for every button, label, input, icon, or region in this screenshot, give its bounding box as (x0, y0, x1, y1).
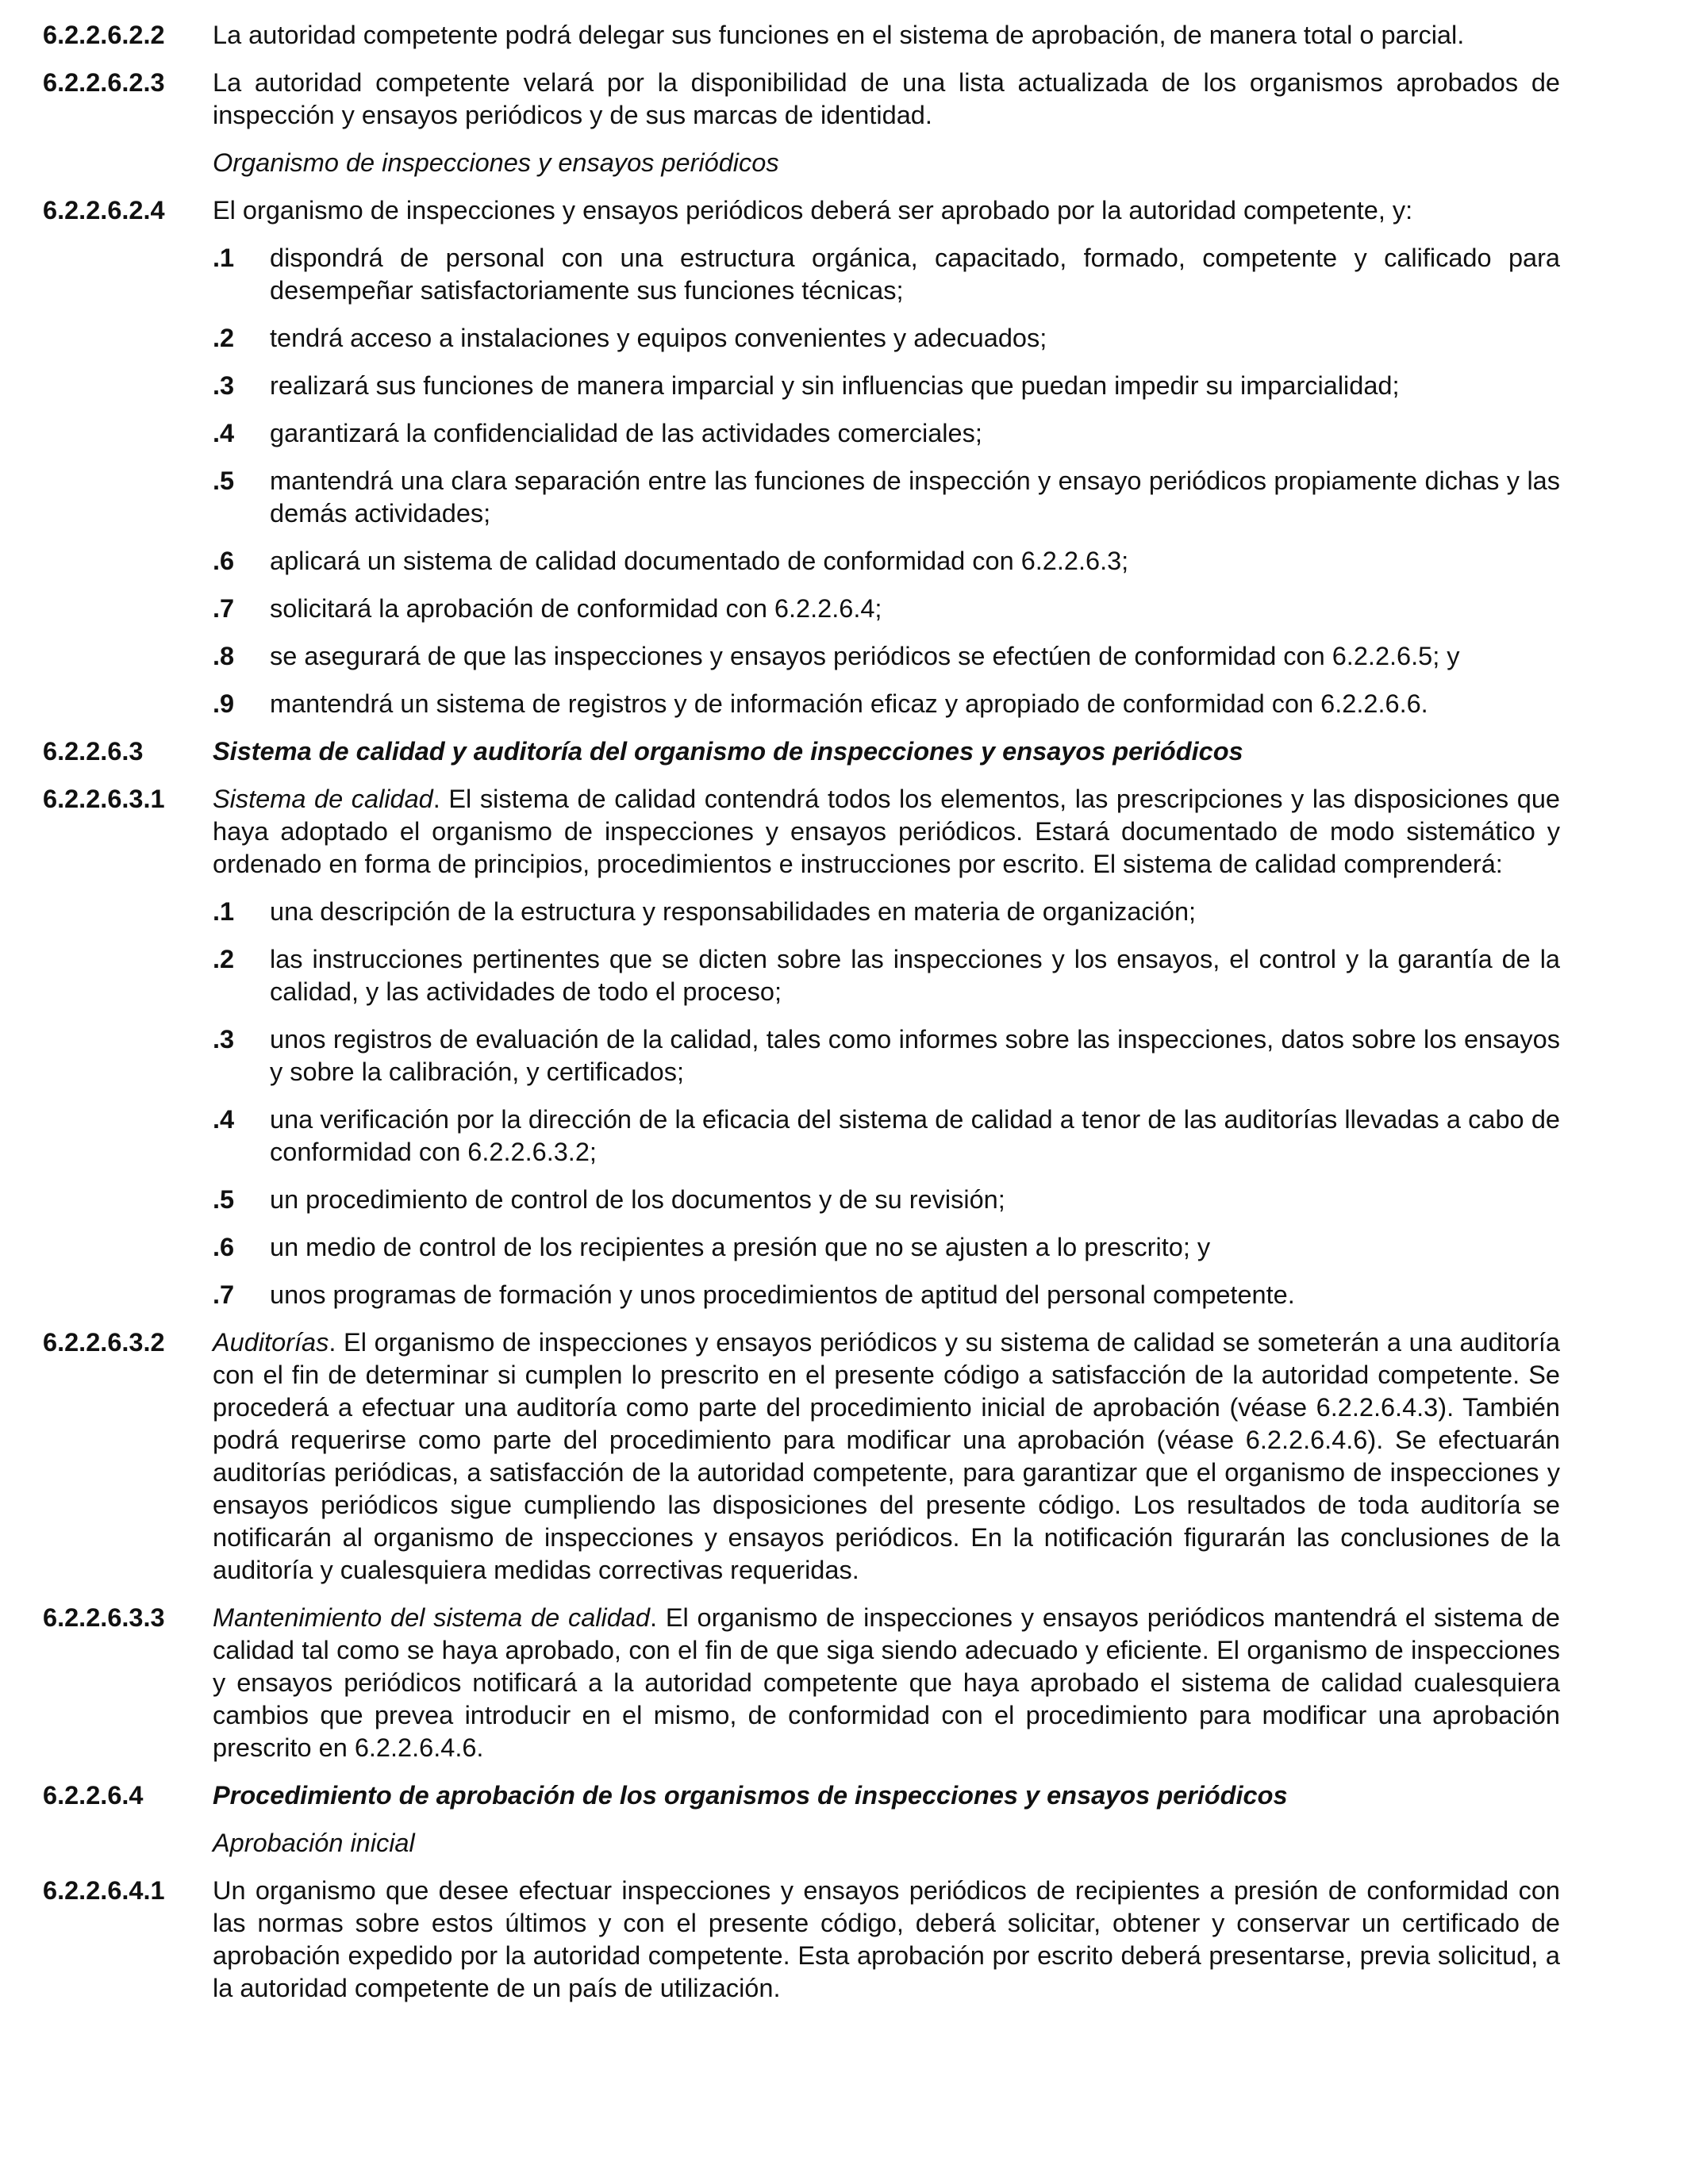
list-item-text: unos registros de evaluación de la calidad, tales como informes sobre las inspecciones, datos sobre los ensayos y sobre la calibración, y certificados; (270, 1025, 1560, 1086)
clause-number: 6.2.2.6.2.4 (43, 196, 165, 225)
section-heading-6-2-2-6-3 (43, 735, 1560, 768)
list-item-number: .4 (213, 1105, 235, 1134)
list-item (213, 465, 1560, 530)
list-item-number: .2 (213, 945, 235, 973)
clause-number: 6.2.2.6.2.3 (43, 68, 165, 97)
clause-number: 6.2.2.6.4.1 (43, 1876, 165, 1905)
section-number: 6.2.2.6.4 (43, 1781, 144, 1810)
list-item-number: .4 (213, 419, 235, 447)
list-item-text: mantendrá un sistema de registros y de información eficaz y apropiado de conformidad con 6.2.2.6.6. (270, 689, 1428, 718)
run-in-heading: Auditorías (213, 1328, 329, 1357)
list-item (213, 1104, 1560, 1169)
clause-6-2-2-6-2-3 (43, 67, 1560, 132)
clause-number: 6.2.2.6.3.2 (43, 1328, 165, 1357)
list-item-text: una descripción de la estructura y responsabilidades en materia de organización; (270, 897, 1197, 926)
document-page (43, 19, 1560, 2020)
list-item-text: una verificación por la dirección de la eficacia del sistema de calidad a tenor de las auditorías llevadas a cabo de conformidad con 6.2.2.6.3.2; (270, 1105, 1560, 1166)
list-item-text: tendrá acceso a instalaciones y equipos convenientes y adecuados; (270, 324, 1047, 352)
clause-text (213, 1602, 1560, 1764)
list-item (213, 322, 1560, 355)
list-item-number: .7 (213, 1280, 235, 1309)
list-item-number: .2 (213, 324, 235, 352)
list-item-text: un procedimiento de control de los documentos y de su revisión; (270, 1185, 1005, 1214)
list-item-text: solicitará la aprobación de conformidad con 6.2.2.6.4; (270, 594, 882, 623)
section-title: Procedimiento de aprobación de los organismos de inspecciones y ensayos periódicos (213, 1781, 1288, 1810)
list-item-number: .5 (213, 1185, 235, 1214)
list-item (213, 545, 1560, 578)
list-item (213, 896, 1560, 928)
list-item (213, 242, 1560, 307)
clause-text: La autoridad competente velará por la disponibilidad de una lista actualizada de los organismos aprobados de inspección y ensayos periódicos y de sus marcas de identidad. (213, 68, 1560, 129)
list-item-text: unos programas de formación y unos procedimientos de aptitud del personal competente. (270, 1280, 1295, 1309)
subheading-aprobacion-inicial: Aprobación inicial (213, 1829, 415, 1857)
clause-body: . El organismo de inspecciones y ensayos periódicos y su sistema de calidad se someterán a una auditoría con el fin de determinar si cumplen lo prescrito en el presente código a satisfacción de la autoridad competente. Se procederá a efectuar una auditoría como parte del procedimiento inicial de aprobación (véase 6.2.2.6.4.3). También podrá requerirse como parte del procedimiento para modificar una aprobación (véase 6.2.2.6.4.6). Se efectuarán auditorías periódicas, a satisfacción de la autoridad competente, para garantizar que el organismo de inspecciones y ensayos periódicos sigue cumpliendo las disposiciones del presente código. Los resultados de toda auditoría se notificarán al organismo de inspecciones y ensayos periódicos. En la notificación figurarán las conclusiones de la auditoría y cualesquiera medidas correctivas requeridas. (213, 1328, 1560, 1584)
clause-6-2-2-6-4-1 (43, 1875, 1560, 2005)
list-item (213, 640, 1560, 673)
list-item-text: realizará sus funciones de manera imparcial y sin influencias que puedan impedir su imparcialidad; (270, 371, 1400, 400)
list-item-text: se asegurará de que las inspecciones y ensayos periódicos se efectúen de conformidad con 6.2.2.6.5; y (270, 642, 1460, 670)
list-item-number: .6 (213, 1233, 235, 1261)
subheading-organismo: Organismo de inspecciones y ensayos periódicos (213, 148, 779, 177)
list-item-number: .8 (213, 642, 235, 670)
list-item (213, 1184, 1560, 1216)
list-item-number: .9 (213, 689, 235, 718)
clause-body: . El organismo de inspecciones y ensayos periódicos mantendrá el sistema de calidad tal como se haya aprobado, con el fin de que siga siendo adecuado y eficiente. El organismo de inspecciones y ensayos periódicos notificará a la autoridad competente que haya aprobado el sistema de calidad cualesquiera cambios que prevea introducir en el mismo, de conformidad con el procedimiento para modificar una aprobación prescrito en 6.2.2.6.4.6. (213, 1603, 1560, 1762)
list-item (213, 417, 1560, 450)
list-item-text: las instrucciones pertinentes que se dicten sobre las inspecciones y los ensayos, el control y la garantía de la calidad, y las actividades de todo el proceso; (270, 945, 1560, 1006)
list-item-text: garantizará la confidencialidad de las actividades comerciales; (270, 419, 982, 447)
list-item-text: dispondrá de personal con una estructura orgánica, capacitado, formado, competente y calificado para desempeñar satisfactoriamente sus funciones técnicas; (270, 244, 1560, 305)
run-in-heading: Mantenimiento del sistema de calidad (213, 1603, 650, 1632)
clause-number: 6.2.2.6.2.2 (43, 21, 165, 49)
section-number: 6.2.2.6.3 (43, 737, 144, 766)
list-item-number: .3 (213, 1025, 235, 1054)
clause-6-2-2-6-3-1 (43, 783, 1560, 881)
clause-text: La autoridad competente podrá delegar sus funciones en el sistema de aprobación, de manera total o parcial. (213, 21, 1465, 49)
list-item-number: .3 (213, 371, 235, 400)
clause-text: El organismo de inspecciones y ensayos periódicos deberá ser aprobado por la autoridad competente, y: (213, 196, 1413, 225)
clause-number: 6.2.2.6.3.3 (43, 1603, 165, 1632)
clause-text (213, 1326, 1560, 1587)
clause-6-2-2-6-3-2 (43, 1326, 1560, 1587)
section-heading-6-2-2-6-4 (43, 1779, 1560, 1812)
list-item-number: .6 (213, 547, 235, 575)
clause-text: Un organismo que desee efectuar inspecciones y ensayos periódicos de recipientes a presión de conformidad con las normas sobre estos últimos y con el presente código, deberá solicitar, obtener y conservar un certificado de aprobación expedido por la autoridad competente. Esta aprobación por escrito deberá presentarse, previa solicitud, a la autoridad competente de un país de utilización. (213, 1876, 1560, 2002)
list-item-number: .7 (213, 594, 235, 623)
list-item-number: .1 (213, 244, 235, 272)
list-item-text: mantendrá una clara separación entre las funciones de inspección y ensayo periódicos propiamente dichas y las demás actividades; (270, 466, 1560, 528)
run-in-heading: Sistema de calidad (213, 785, 433, 813)
list-item (213, 370, 1560, 402)
clause-6-2-2-6-2-4 (43, 194, 1560, 227)
list-item (213, 593, 1560, 625)
list-item (213, 1279, 1560, 1311)
clause-6-2-2-6-3-3 (43, 1602, 1560, 1764)
list-item (213, 943, 1560, 1008)
list-item-number: .5 (213, 466, 235, 495)
list-item-text: un medio de control de los recipientes a presión que no se ajusten a lo prescrito; y (270, 1233, 1211, 1261)
clause-6-2-2-6-2-2 (43, 19, 1560, 52)
list-item (213, 688, 1560, 720)
clause-text (213, 783, 1560, 881)
section-title: Sistema de calidad y auditoría del organismo de inspecciones y ensayos periódicos (213, 737, 1243, 766)
clause-body: . El sistema de calidad contendrá todos los elementos, las prescripciones y las disposiciones que haya adoptado el organismo de inspecciones y ensayos periódicos. Estará documentado de modo sistemático y ordenado en forma de principios, procedimientos e instrucciones por escrito. El sistema de calidad comprenderá: (213, 785, 1560, 878)
list-item-text: aplicará un sistema de calidad documentado de conformidad con 6.2.2.6.3; (270, 547, 1129, 575)
clause-number: 6.2.2.6.3.1 (43, 785, 165, 813)
list-item (213, 1231, 1560, 1264)
list-item (213, 1023, 1560, 1088)
list-item-number: .1 (213, 897, 235, 926)
